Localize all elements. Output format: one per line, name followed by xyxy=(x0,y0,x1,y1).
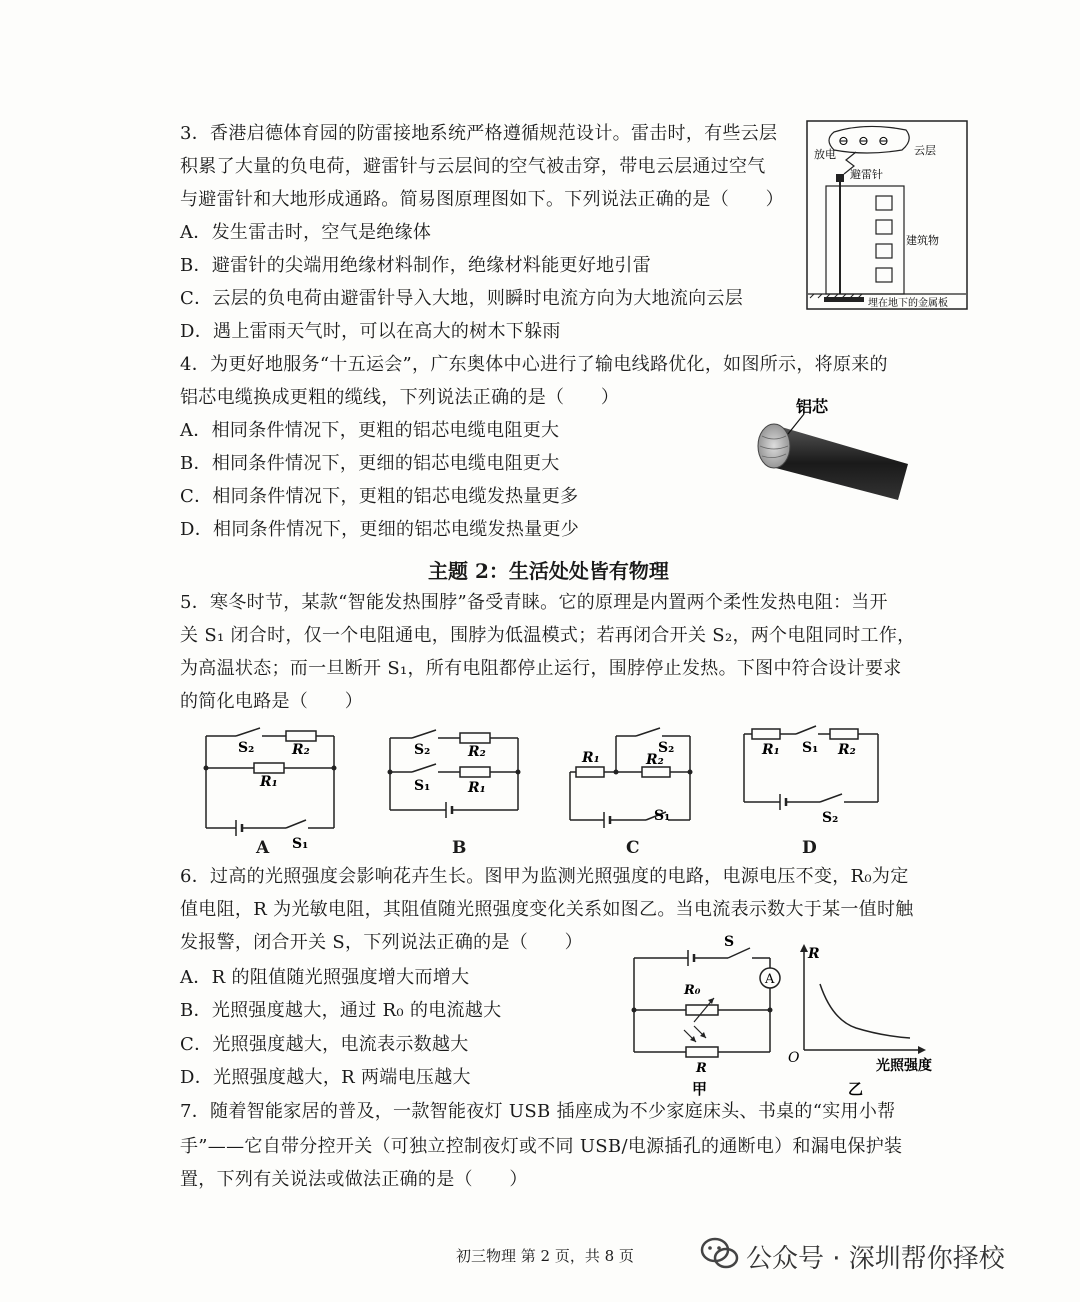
label-plate: 埋在地下的金属板 xyxy=(868,298,948,309)
q7-line-1: 7．随着智能家居的普及，一款智能夜灯 USB 插座成为不少家庭床头、书桌的“实用小帮 xyxy=(180,1101,896,1122)
section-title: 主题 2：生活处处皆有物理 xyxy=(428,559,669,583)
q4-line-2: 铝芯电缆换成更粗的缆线，下列说法正确的是（ ） xyxy=(180,387,620,408)
circuit-c xyxy=(562,724,702,828)
svg-text:S₁: S₁ xyxy=(802,740,819,756)
resistance-light-graph xyxy=(786,940,946,1100)
label-cloud: 云层 xyxy=(914,144,936,157)
graph-curve xyxy=(820,984,910,1038)
svg-text:R₁: R₁ xyxy=(468,780,486,796)
svg-text:R₀: R₀ xyxy=(684,983,701,998)
q6-option-c: C．光照强度越大，电流表示数越大 xyxy=(180,1034,469,1055)
label-rod: 避雷针 xyxy=(850,168,883,181)
watermark-text: 公众号 · 深圳帮你择校 xyxy=(746,1244,1005,1274)
circuit-d xyxy=(738,724,888,824)
charge-symbol-2: ⊖ xyxy=(858,134,869,149)
q4-option-b: B．相同条件情况下，更细的铝芯电缆电阻更大 xyxy=(180,453,560,474)
q7-line-3: 置，下列有关说法或做法正确的是（ ） xyxy=(180,1169,528,1190)
light-sensor-circuit xyxy=(626,930,786,1100)
svg-text:S₂: S₂ xyxy=(822,810,839,826)
svg-text:R: R xyxy=(696,1061,707,1076)
svg-text:R₁: R₁ xyxy=(582,750,600,766)
q5-line-1: 5．寒冬时节，某款“智能发热围脖”备受青睐。它的原理是内置两个柔性发热电阻：当开 xyxy=(180,592,888,613)
photoresistor xyxy=(686,1047,718,1057)
q6-line-1: 6．过高的光照强度会影响花卉生长。图甲为监测光照强度的电路，电源电压不变，R₀为定 xyxy=(180,866,909,887)
option-label-a: A xyxy=(256,838,270,858)
q4-option-d: D．相同条件情况下，更细的铝芯电缆发热量更少 xyxy=(180,519,580,540)
q6-option-a: A．R 的阻值随光照强度增大而增大 xyxy=(180,967,470,988)
q4-line-1: 4．为更好地服务“十五运会”，广东奥体中心进行了输电线路优化，如图所示，将原来的 xyxy=(180,354,888,375)
caption-jia: 甲 xyxy=(692,1080,708,1098)
label-building: 建筑物 xyxy=(906,234,939,247)
page-footer: 初三物理 第 2 页，共 8 页 xyxy=(456,1247,634,1265)
caption-yi: 乙 xyxy=(848,1080,864,1098)
q6-option-b: B．光照强度越大，通过 R₀ 的电流越大 xyxy=(180,1000,502,1021)
q3-line-3: 与避雷针和大地形成通路。简易图原理图如下。下列说法正确的是（ ） xyxy=(180,189,784,210)
label-core: 铝芯 xyxy=(796,397,829,416)
charge-symbol-3: ⊖ xyxy=(878,134,889,149)
svg-text:R: R xyxy=(808,946,820,962)
q3-line-1: 3．香港启德体育园的防雷接地系统严格遵循规范设计。雷击时，有些云层 xyxy=(180,123,778,144)
q3-option-a: A．发生雷击时，空气是绝缘体 xyxy=(180,222,432,243)
cable-core xyxy=(758,424,790,468)
q5-line-3: 为高温状态；而一旦断开 S₁，所有电阻都停止运行，围脖停止发热。下图中符合设计要求 xyxy=(180,658,902,679)
q3-option-d: D．遇上雷雨天气时，可以在高大的树木下躲雨 xyxy=(180,321,561,342)
svg-text:S₁: S₁ xyxy=(654,808,671,824)
label-discharge: 放电 xyxy=(814,148,836,161)
q4-option-c: C．相同条件情况下，更粗的铝芯电缆发热量更多 xyxy=(180,486,579,507)
svg-text:S₁: S₁ xyxy=(292,836,309,852)
svg-text:A: A xyxy=(765,972,775,987)
lightning-rod-figure xyxy=(806,120,968,310)
q3-option-b: B．避雷针的尖端用绝缘材料制作，绝缘材料能更好地引雷 xyxy=(180,255,652,276)
option-label-c: C xyxy=(626,838,640,858)
q3-line-2: 积累了大量的负电荷，避雷针与云层间的空气被击穿，带电云层通过空气 xyxy=(180,156,766,177)
svg-text:S₂: S₂ xyxy=(658,740,675,756)
svg-text:R₁: R₁ xyxy=(260,774,278,790)
q6-line-2: 值电阻，R 为光敏电阻，其阻值随光照强度变化关系如图乙。当电流表示数大于某一值时触 xyxy=(180,899,914,920)
svg-text:R₂: R₂ xyxy=(468,744,486,760)
metal-plate xyxy=(824,297,864,302)
q5-line-2: 关 S₁ 闭合时，仅一个电阻通电，围脖为低温模式；若再闭合开关 S₂，两个电阻同时工作， xyxy=(180,625,916,646)
q6-option-d: D．光照强度越大，R 两端电压越大 xyxy=(180,1067,471,1088)
q6-line-3: 发报警，闭合开关 S，下列说法正确的是（ ） xyxy=(180,932,583,953)
q5-line-4: 的简化电路是（ ） xyxy=(180,691,363,712)
option-label-d: D xyxy=(802,838,817,858)
svg-text:O: O xyxy=(788,1050,800,1066)
svg-text:光照强度: 光照强度 xyxy=(876,1058,932,1074)
charge-symbol-1: ⊖ xyxy=(838,134,849,149)
svg-text:S₂: S₂ xyxy=(414,742,431,758)
wechat-icon xyxy=(700,1236,740,1276)
q7-line-2: 手”——它自带分控开关（可独立控制夜灯或不同 USB/电源插孔的通断电）和漏电保护装 xyxy=(180,1136,903,1157)
circuit-b xyxy=(382,724,532,824)
circuit-a xyxy=(196,724,346,852)
svg-text:S₂: S₂ xyxy=(238,740,255,756)
option-label-b: B xyxy=(452,838,467,858)
q3-option-c: C．云层的负电荷由避雷针导入大地，则瞬时电流方向为大地流向云层 xyxy=(180,288,744,309)
svg-text:R₂: R₂ xyxy=(292,742,310,758)
svg-text:S: S xyxy=(724,934,735,950)
svg-text:R₂: R₂ xyxy=(646,752,664,768)
r0-resistor xyxy=(686,1005,718,1015)
svg-text:R₂: R₂ xyxy=(838,742,856,758)
aluminum-cable-figure xyxy=(748,396,914,506)
q4-option-a: A．相同条件情况下，更粗的铝芯电缆电阻更大 xyxy=(180,420,560,441)
svg-text:R₁: R₁ xyxy=(762,742,780,758)
svg-text:S₁: S₁ xyxy=(414,778,431,794)
